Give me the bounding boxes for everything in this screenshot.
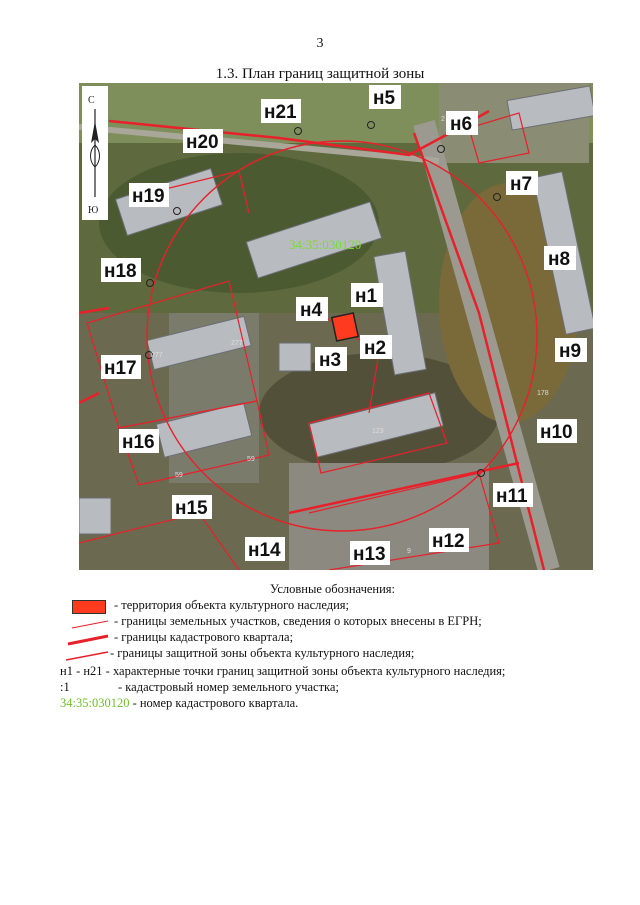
point-label-n2: н2 (364, 338, 387, 359)
cadastral-plot-label: 9 (407, 548, 411, 555)
legend-plot-key: :1 (60, 680, 70, 694)
map-title: 1.3. План границ защитной зоны (215, 66, 425, 82)
legend-quarter-key: 34:35:030120 (60, 696, 130, 710)
point-label-n8: н8 (548, 249, 571, 270)
cadastral-plot-label: 277 (231, 340, 243, 347)
map-svg (79, 83, 593, 570)
heritage-territory-swatch (72, 600, 106, 614)
cadastral-plot-label: 178 (537, 390, 549, 397)
cadastral-quarter-line-symbol (66, 632, 110, 646)
page-number: 3 (316, 36, 324, 51)
legend-quarter-row (60, 696, 298, 711)
protective-zone-line-symbol (64, 648, 110, 662)
point-label-n20: н20 (186, 132, 219, 153)
cadastral-plot-label: 277 (151, 352, 163, 359)
point-label-n17: н17 (104, 358, 137, 379)
point-label-n3: н3 (319, 350, 342, 371)
building (79, 498, 111, 534)
point-label-n10: н10 (540, 422, 573, 443)
cadastral-plot-label: 2 (441, 116, 445, 123)
point-label-n9: н9 (559, 341, 582, 362)
point-label-n4: н4 (300, 300, 323, 321)
point-label-n5: н5 (373, 88, 396, 109)
point-label-n15: н15 (175, 498, 208, 519)
legend-points-row (60, 664, 505, 679)
quarter-number-label: 34:35:030120 (289, 237, 362, 252)
cadastral-plot-label: 123 (372, 428, 384, 435)
point-label-n6: н6 (450, 114, 473, 135)
legend-protective-zone: - границы защитной зоны объекта культурного наследия; (110, 646, 415, 660)
cadastral-plot-label: 59 (247, 456, 255, 463)
point-label-n16: н16 (122, 432, 155, 453)
point-label-n14: н14 (248, 540, 281, 561)
legend-points-key: н1 - н21 (60, 664, 103, 678)
point-label-n11: н11 (496, 486, 528, 507)
point-label-n12: н12 (432, 531, 465, 552)
legend-title: Условные обозначения: (270, 582, 396, 596)
point-label-n18: н18 (104, 261, 137, 282)
heritage-object-territory (332, 313, 359, 341)
legend-cadastral-quarter: - границы кадастрового квартала; (114, 630, 294, 644)
point-label-n19: н19 (132, 186, 165, 207)
legend-plot-desc: - кадастровый номер земельного участка; (118, 680, 339, 694)
compass-south-label: Ю (88, 205, 99, 216)
point-label-n1: н1 (355, 286, 378, 307)
legend-heritage-territory: - территория объекта культурного наследия; (114, 598, 350, 612)
point-label-n13: н13 (353, 544, 386, 565)
legend-points-desc: - характерные точки границ защитной зоны объекта культурного наследия; (105, 664, 506, 678)
protective-zone-map (79, 83, 593, 570)
legend-land-plots: - границы земельных участков, сведения о которых внесены в ЕГРН; (114, 614, 482, 628)
building (279, 343, 311, 371)
point-label-n21: н21 (264, 102, 297, 123)
land-plot-line-symbol (70, 618, 110, 630)
point-label-n7: н7 (510, 174, 533, 195)
cadastral-plot-label: 59 (175, 472, 183, 479)
legend-quarter-desc: - номер кадастрового квартала. (132, 696, 299, 710)
compass-north-label: С (88, 95, 95, 106)
